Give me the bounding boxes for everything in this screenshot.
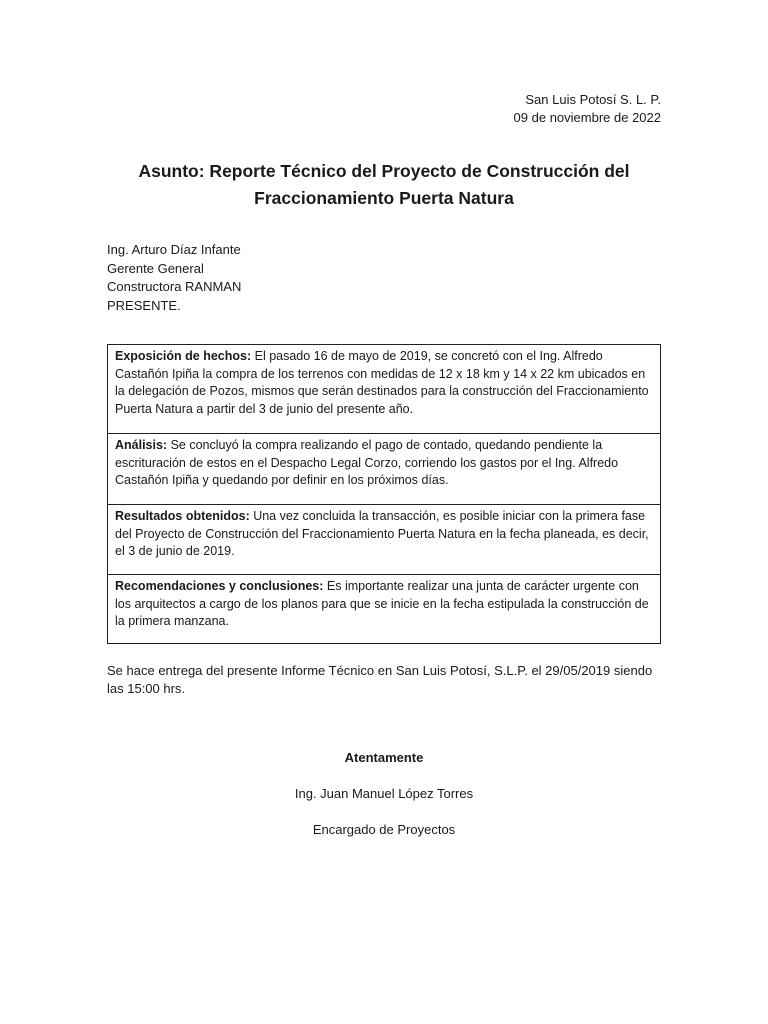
signature-title: Encargado de Proyectos xyxy=(312,822,456,837)
section-text: El pasado 16 de mayo de 2019, se concretó con el Ing. Alfredo Castañón Ipiña la compra de los terrenos con medidas de 12 x 18 km y 14 x 22 km ubicados en la delegación de Pozos, mismos que serán destinados para la construcción del Fraccionamiento Puerta Natura a partir del 3 de junio del presente año. xyxy=(115,349,649,416)
section-label: Resultados obtenidos: xyxy=(115,509,250,523)
report-section-analisis xyxy=(108,434,660,505)
letter-header xyxy=(514,91,661,127)
section-text: Una vez concluida la transacción, es posible iniciar con la primera fase del Proyecto de Construcción del Fraccionamiento Puerta Natura en la fecha planeada, es decir, el 3 de junio de 2019. xyxy=(115,509,649,558)
signature-salutation: Atentamente xyxy=(344,750,424,765)
section-text: Se concluyó la compra realizando el pago de contado, quedando pendiente la escrituración de estos en el Despacho Legal Corzo, corriendo los gastos por el Ing. Alfredo Castañón Ipiña y quedando por definir en los próximos días. xyxy=(115,438,619,487)
recipient-company: Constructora RANMAN xyxy=(107,279,242,294)
section-label: Recomendaciones y conclusiones: xyxy=(115,579,324,593)
header-location: San Luis Potosí S. L. P. xyxy=(525,92,661,107)
section-label: Análisis: xyxy=(115,438,168,452)
section-text: Es importante realizar una junta de carácter urgente con los arquitectos a cargo de los planos para que se inicie en la fecha estipulada la construcción de la primera manzana. xyxy=(115,579,649,628)
report-section-exposicion xyxy=(108,345,660,434)
subject-line-2: Fraccionamiento Puerta Natura xyxy=(254,188,514,208)
report-section-resultados xyxy=(108,505,660,575)
signature-name: Ing. Juan Manuel López Torres xyxy=(294,786,474,801)
recipient-block xyxy=(107,241,241,315)
report-section-recomendaciones xyxy=(108,575,660,643)
header-date: 09 de noviembre de 2022 xyxy=(513,110,661,125)
closing-paragraph: Se hace entrega del presente Informe Técnico en San Luis Potosí, S.L.P. el 29/05/2019 siendo las 15:00 hrs. xyxy=(107,663,653,696)
subject-line-1: Asunto: Reporte Técnico del Proyecto de Construcción del xyxy=(138,161,630,181)
section-label: Exposición de hechos: xyxy=(115,349,252,363)
recipient-greeting: PRESENTE. xyxy=(107,297,181,313)
subject-heading xyxy=(100,158,668,212)
recipient-name: Ing. Arturo Díaz Infante xyxy=(107,242,241,257)
recipient-position: Gerente General xyxy=(107,260,204,276)
report-table xyxy=(107,344,661,644)
